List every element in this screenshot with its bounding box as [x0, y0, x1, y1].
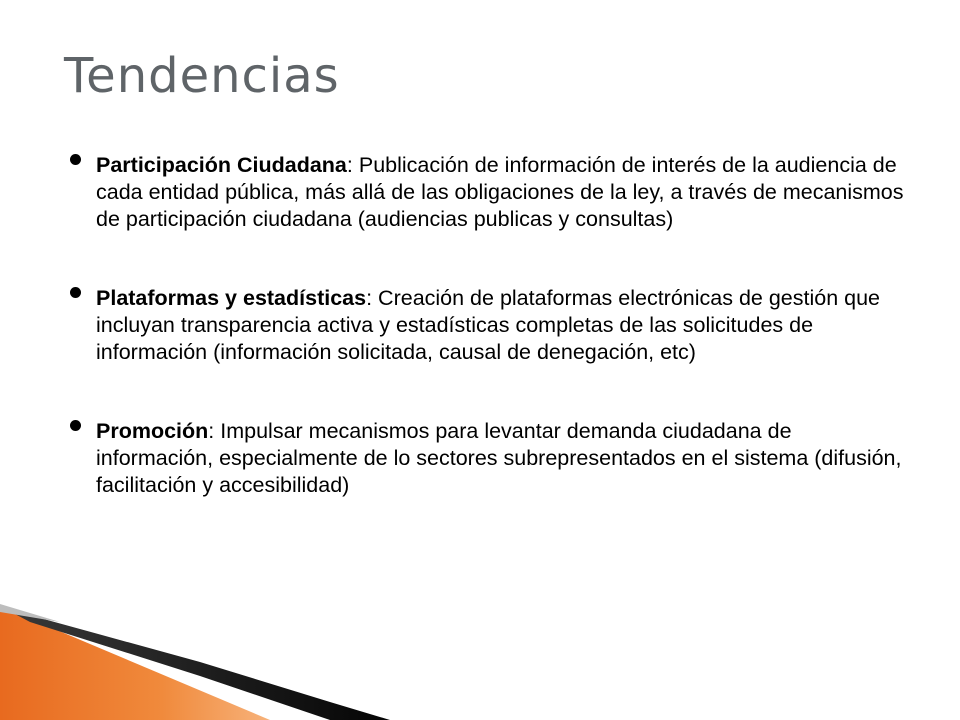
bullet-text: Impulsar mecanismos para levantar demanda ciudadana de información, especialmente de lo sectores subrepresentados en el sistema (difusión, facilitación y accesibilidad) [96, 419, 902, 497]
bullet-dot-icon [70, 287, 81, 298]
slide-title: Tendencias [64, 48, 340, 104]
bullet-dot-icon [70, 154, 81, 165]
corner-decoration [0, 600, 520, 720]
bullet-item-participacion [70, 152, 910, 233]
bullet-text: Creación de plataformas electrónicas de gestión que incluyan transparencia activa y estadísticas completas de las solicitudes de información (información solicitada, causal de denegación, etc) [96, 286, 881, 364]
bullet-item-plataformas [70, 285, 910, 366]
bullet-separator: : [366, 286, 379, 310]
bullet-term: Plataformas y estadísticas [96, 286, 367, 310]
bullet-separator: : [208, 419, 221, 443]
bullet-item-promocion [70, 418, 910, 499]
bullet-list [70, 152, 910, 551]
bullet-term: Promoción [96, 419, 209, 443]
bullet-separator: : [346, 153, 359, 177]
bullet-text: Publicación de información de interés de la audiencia de cada entidad pública, más allá de las obligaciones de la ley, a través de mecanismos de participación ciudadana (audiencias publicas y consultas) [96, 153, 904, 231]
bullet-dot-icon [70, 420, 81, 431]
bullet-term: Participación Ciudadana [96, 153, 347, 177]
